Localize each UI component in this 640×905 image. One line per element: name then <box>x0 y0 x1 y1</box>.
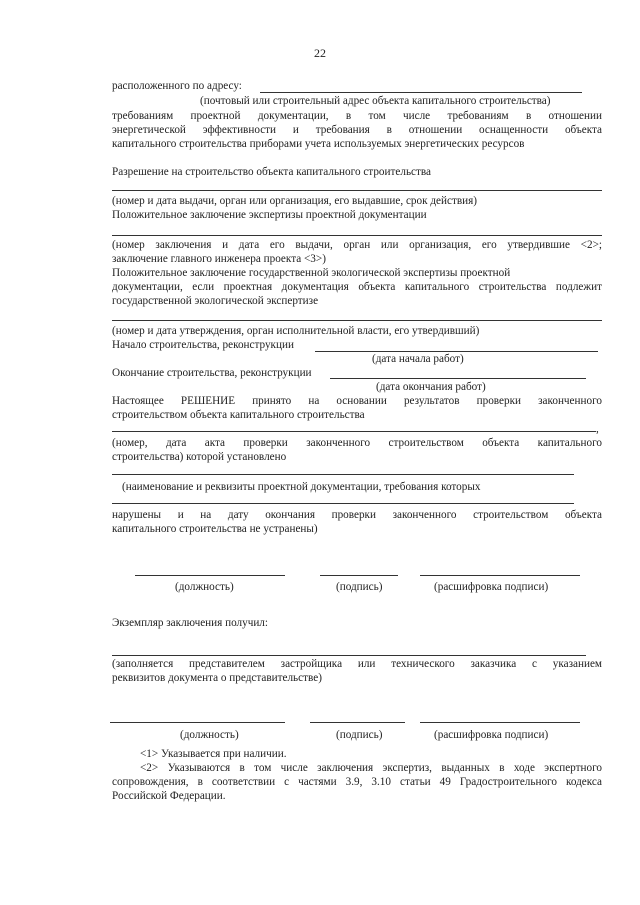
eco-line-3: государственной экологической экспертизе <box>112 295 319 307</box>
signature1-sign-line <box>320 575 398 576</box>
signature1-sign-caption: (подпись) <box>336 581 383 593</box>
end-label: Окончание строительства, реконструкции <box>112 367 312 379</box>
expertise-field-line <box>112 235 602 236</box>
signature2-position-caption: (должность) <box>180 729 239 741</box>
docs-field-line <box>112 503 574 504</box>
act-caption-2: строительства) которой установлено <box>112 451 287 463</box>
requirements-line-2: энергетической эффективности и требования в отношении оснащенности объекта <box>112 124 602 136</box>
signature1-position-line <box>135 575 285 576</box>
copy-received-label: Экземпляр заключения получил: <box>112 617 269 629</box>
signature1-decoding-line <box>420 575 580 576</box>
footnote-1: <1> Указывается при наличии. <box>140 748 287 760</box>
act-caption-1: (номер, дата акта проверки законченного строительством объекта капитального <box>112 437 602 449</box>
decision-line-1: Настоящее РЕШЕНИЕ принято на основании результатов проверки законченного <box>112 395 602 407</box>
footnote-2-line-2: сопровождения, в соответствии с частями 3.9, 3.10 статьи 49 Градостроительного кодекса <box>112 776 602 788</box>
expertise-caption-1: (номер заключения и дата его выдачи, орган или организация, его утвердившие <2>; <box>112 239 602 251</box>
representative-field-line <box>112 655 586 656</box>
permit-title: Разрешение на строительство объекта капитального строительства <box>112 166 431 178</box>
representative-caption-1: (заполняется представителем застройщика или технического заказчика с указанием <box>112 658 602 670</box>
violated-line-2: капитального строительства не устранены) <box>112 523 318 535</box>
signature2-decoding-line <box>420 722 580 723</box>
end-caption: (дата окончания работ) <box>376 381 486 393</box>
address-label: расположенного по адресу: <box>112 80 242 92</box>
signature2-sign-caption: (подпись) <box>336 729 383 741</box>
footnote-2-line-1: <2> Указываются в том числе заключения экспертиз, выданных в ходе экспертного <box>140 762 602 774</box>
end-field-line <box>330 378 586 379</box>
expertise-caption-2: заключение главного инженера проекта <3>) <box>112 253 326 265</box>
representative-caption-2: реквизитов документа о представительстве) <box>112 672 322 684</box>
page-number: 22 <box>314 46 326 60</box>
requirements-line-1: требованиям проектной документации, в том числе требованиям в отношении <box>112 110 602 122</box>
decision-line-2: строительством объекта капитального строительства <box>112 409 365 421</box>
address-field-line <box>260 92 582 93</box>
docs-caption: (наименование и реквизиты проектной документации, требования которых <box>122 481 481 493</box>
start-field-line <box>315 351 598 352</box>
requirements-line-3: капитального строительства приборами учета используемых энергетических ресурсов <box>112 138 525 150</box>
footnote-2-line-3: Российской Федерации. <box>112 790 226 802</box>
signature2-sign-line <box>310 722 405 723</box>
eco-line-2: документации, если проектная документация объекта капитального строительства подлежит <box>112 281 602 293</box>
expertise-title: Положительное заключение экспертизы проектной документации <box>112 209 427 221</box>
permit-field-line <box>112 190 602 191</box>
act-field-line <box>112 474 574 475</box>
signature1-decoding-caption: (расшифровка подписи) <box>434 581 549 593</box>
eco-caption: (номер и дата утверждения, орган исполнительной власти, его утвердивший) <box>112 325 480 337</box>
decision-comma: , <box>596 423 599 435</box>
eco-line-1: Положительное заключение государственной экологической экспертизы проектной <box>112 267 511 279</box>
signature2-decoding-caption: (расшифровка подписи) <box>434 729 549 741</box>
address-caption: (почтовый или строительный адрес объекта капитального строительства) <box>200 95 551 107</box>
signature2-position-line <box>110 722 285 723</box>
signature1-position-caption: (должность) <box>175 581 234 593</box>
eco-field-line <box>112 320 602 321</box>
start-label: Начало строительства, реконструкции <box>112 339 294 351</box>
decision-field-line <box>112 431 596 432</box>
violated-line-1: нарушены и на дату окончания проверки законченного строительством объекта <box>112 509 602 521</box>
permit-caption: (номер и дата выдачи, орган или организация, его выдавшие, срок действия) <box>112 195 477 207</box>
start-caption: (дата начала работ) <box>372 353 464 365</box>
